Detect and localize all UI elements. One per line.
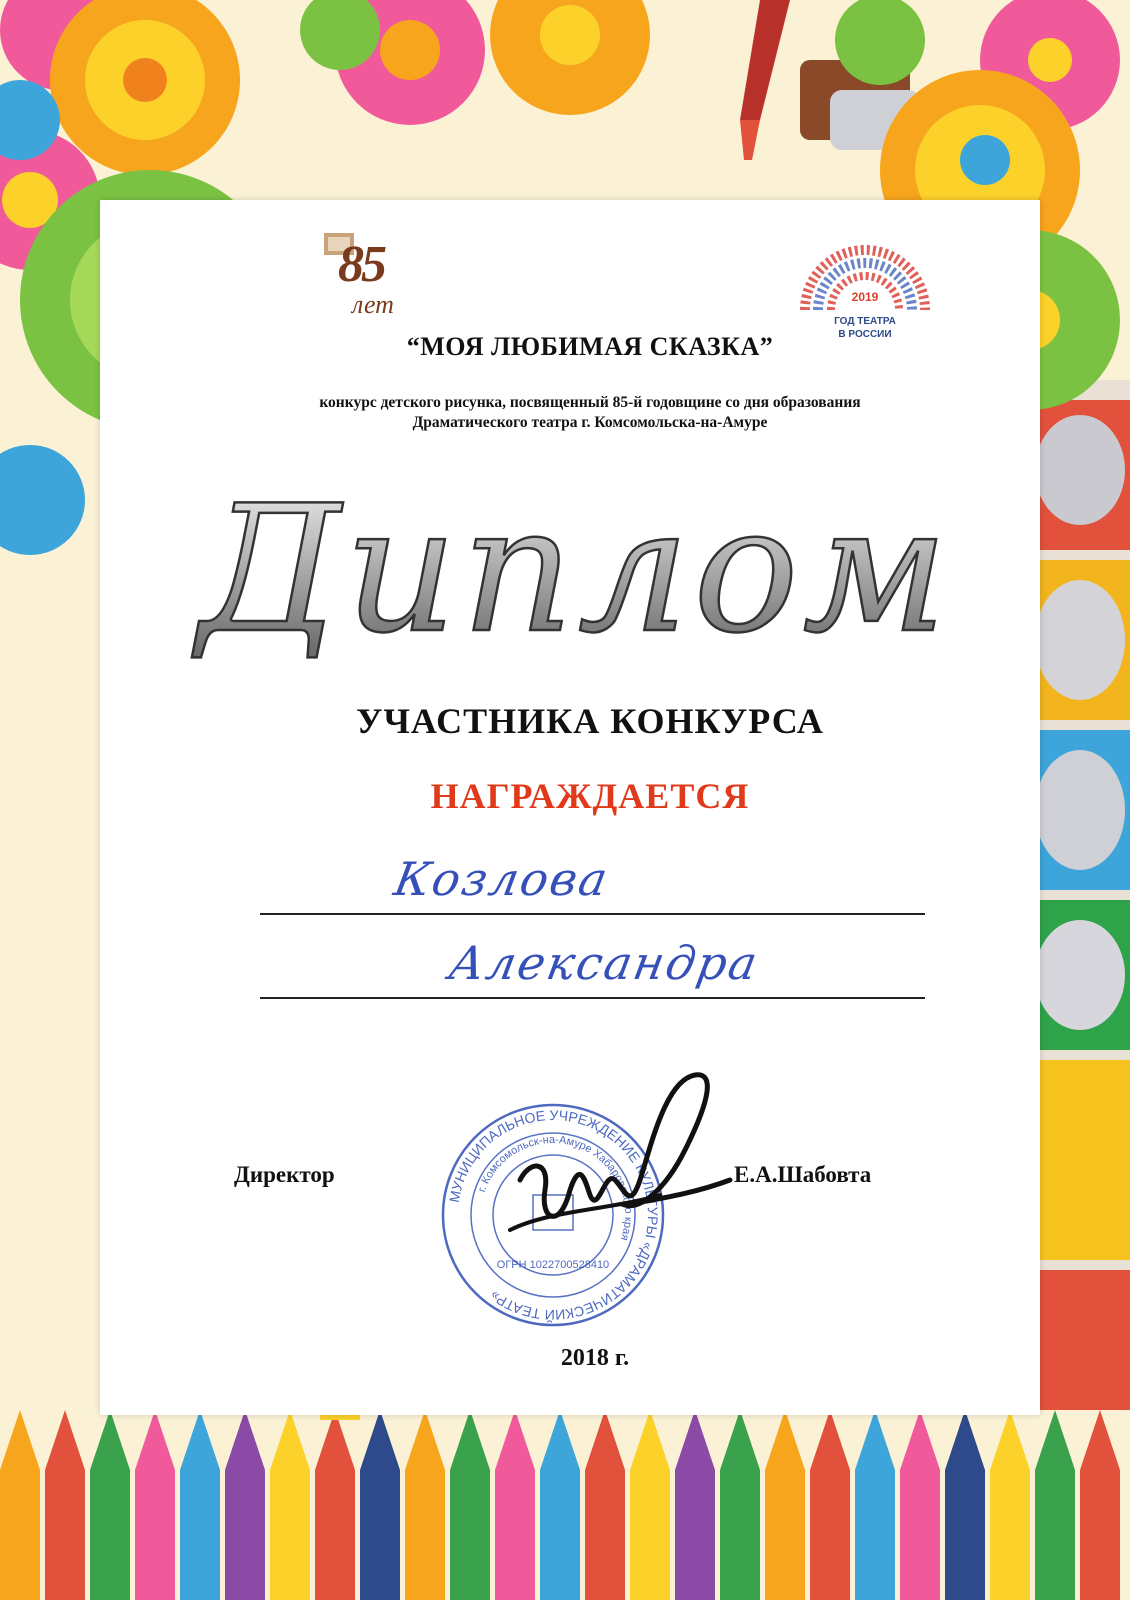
stamp-inner-text: г. Комсомольск-на-Амуре Хабаровского края: [475, 1133, 635, 1242]
director-name: Е.А.Шабовта: [734, 1162, 872, 1187]
stamp-outer-text: МУНИЦИПАЛЬНОЕ УЧРЕЖДЕНИЕ КУЛЬТУРЫ «ДРАМАТИЧЕСКИЙ ТЕАТР»: [445, 1106, 662, 1324]
participant-label: УЧАСТНИКА КОНКУРСА: [356, 701, 824, 741]
subtitle-line-2: Драматического театра г. Комсомольска-на-Амуре: [412, 414, 768, 431]
theatre-logo-caption-line1: ГОД ТЕАТРА: [834, 316, 896, 327]
first-name-underline: [260, 997, 925, 999]
recipient-first-name: Александра: [445, 936, 764, 990]
awarded-label: НАГРАЖДАЕТСЯ: [430, 776, 750, 816]
diploma-title: [198, 440, 952, 672]
contest-title: “МОЯ ЛЮБИМАЯ СКАЗКА”: [406, 332, 774, 361]
director-label: Директор: [234, 1162, 335, 1187]
theatre-logo-caption-line2: В РОССИИ: [838, 329, 892, 340]
stamp-ogrn: ОГРН 1022700528410: [496, 1259, 610, 1271]
diploma-title-text: Диплом: [198, 469, 952, 672]
certificate-year: 2018 г.: [560, 1345, 630, 1371]
contest-subtitle: [230, 393, 950, 433]
anniversary-number: 85: [338, 236, 384, 293]
surname-underline: [260, 913, 925, 915]
anniversary-word: лет: [352, 290, 394, 319]
subtitle-line-1: конкурс детского рисунка, посвященный 85-й годовщине со дня образования: [319, 394, 861, 411]
theatre-logo-year: 2019: [851, 290, 879, 304]
director-signature: [490, 1060, 740, 1260]
recipient-surname: Козлова: [390, 852, 614, 906]
